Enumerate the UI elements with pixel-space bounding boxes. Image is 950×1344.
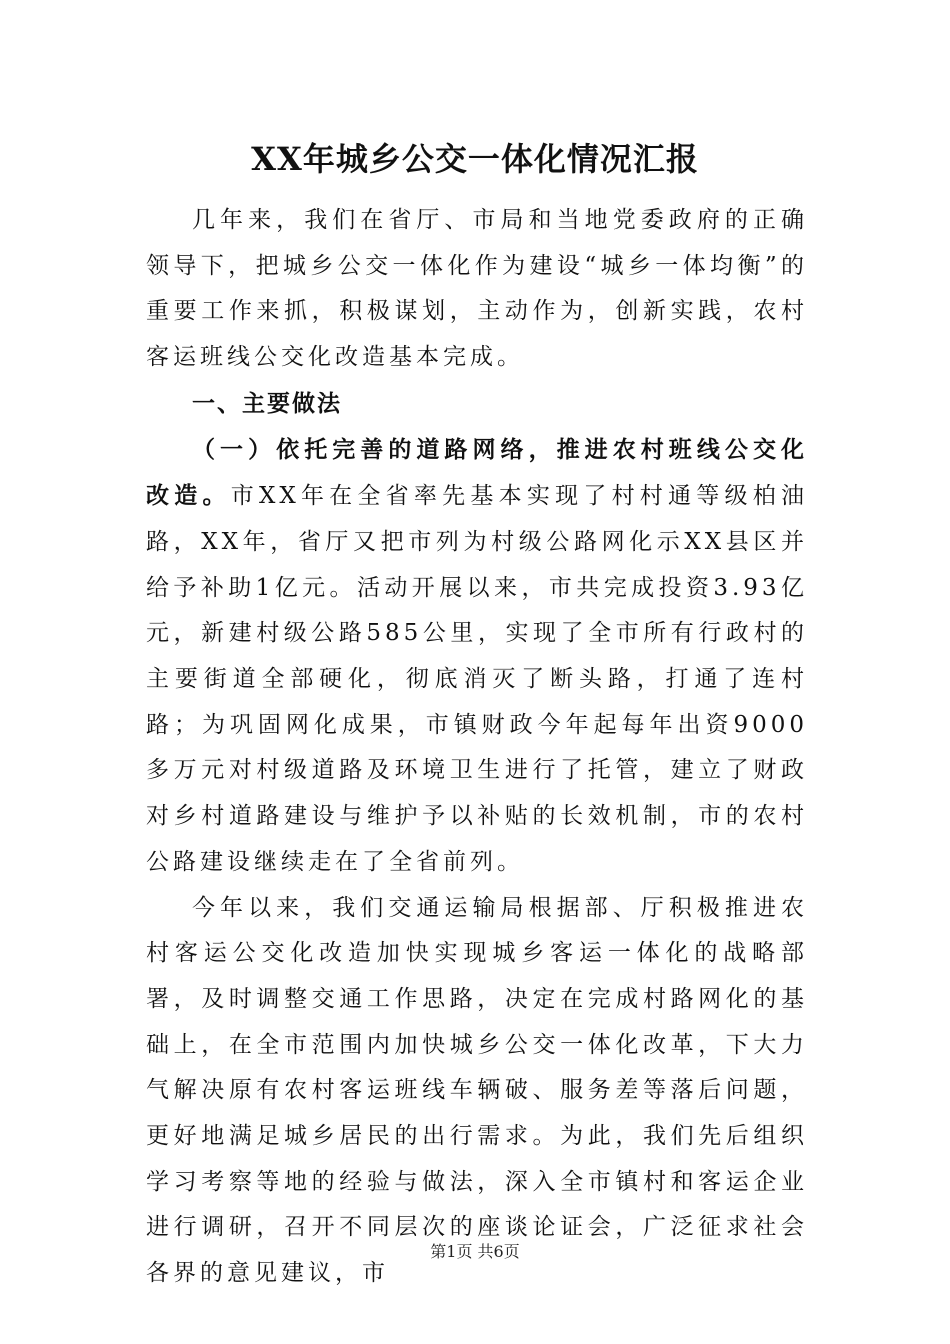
document-title: XX年城乡公交一体化情况汇报 [251, 140, 699, 178]
sub-section-paragraph [146, 427, 808, 886]
body-paragraph: 今年以来，我们交通运输局根据部、厅积极推进农村客运公交化改造加快实现城乡客运一体化的战略部署，及时调整交通工作思路，决定在完成村路网化的基础上，在全市范围内加快城乡公交一体化改革，下大力气解决原有农村客运班线车辆破、服务差等落后问题，更好地满足城乡居民的出行需求。为此，我们先后组织学习考察等地的经验与做法，深入全市镇村和客运企业进行调研，召开不同层次的座谈论证会，广泛征求社会各界的意见建议，市 [146, 894, 808, 1287]
section-heading: 一、主要做法 [192, 389, 342, 417]
intro-paragraph: 几年来，我们在省厅、市局和当地党委政府的正确领导下，把城乡公交一体化作为建设“城乡一体均衡”的重要工作来抓，积极谋划，主动作为，创新实践，农村客运班线公交化改造基本完成。 [146, 207, 808, 371]
sub-section-body: 市XX年在全省率先基本实现了村村通等级柏油路，XX年，省厅又把市列为村级公路网化示XX县区并给予补助1亿元。活动开展以来，市共完成投资3.93亿元，新建村级公路585公里，实现了全市所有行政村的主要街道全部硬化，彻底消灭了断头路，打通了连村路；为巩固网化成果，市镇财政今年起每年出资9000多万元对村级道路及环境卫生进行了托管，建立了财政对乡村道路建设与维护予以补贴的长效机制，市的农村公路建设继续走在了全省前列。 [146, 483, 809, 875]
page-footer: 第1页 共6页 [430, 1242, 520, 1261]
document-body [146, 198, 808, 1297]
sub-section-heading: （一）依托完善的道路网络，推进农村班线公交化改造。 [146, 435, 808, 510]
